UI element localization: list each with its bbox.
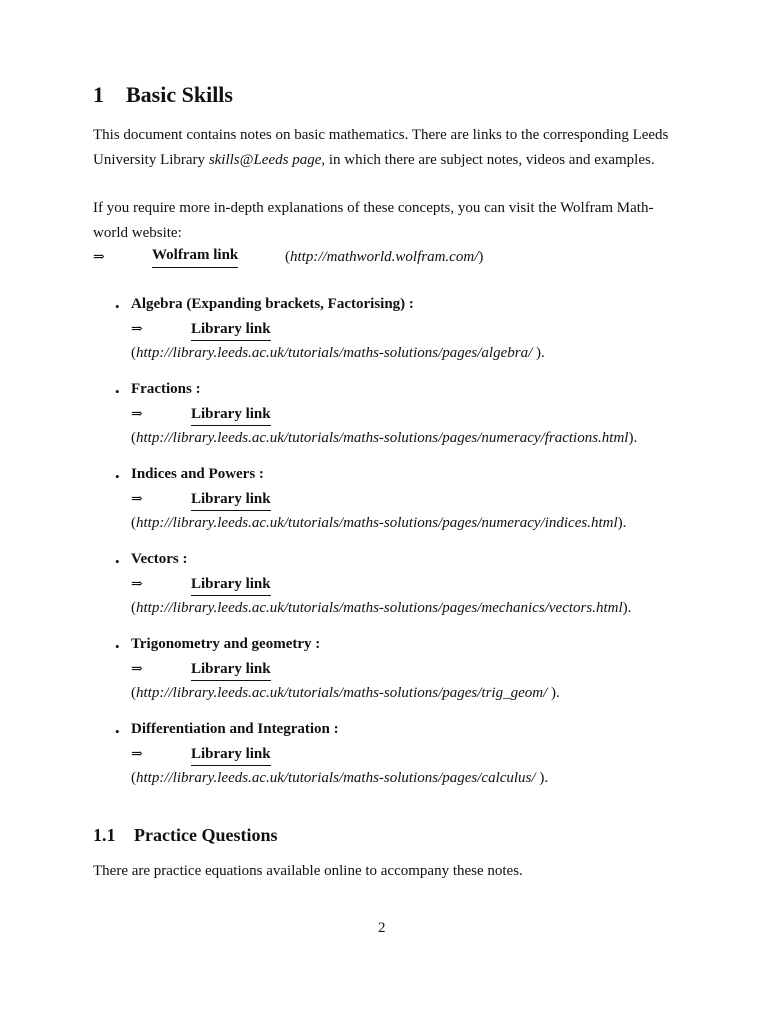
- topic-title: Indices and Powers :: [131, 466, 264, 482]
- practice-text: There are practice equations available online to accompany these notes.: [93, 863, 523, 879]
- library-url-text: http://library.leeds.ac.uk/tutorials/maths-solutions/pages/numeracy/fractions.html: [136, 430, 629, 446]
- intro-line-2-suffix: , in which there are subject notes, videos and examples.: [321, 152, 655, 168]
- topic-title: Fractions :: [131, 381, 201, 397]
- library-link[interactable]: Library link: [191, 491, 271, 511]
- url-paren-close: ).: [617, 515, 627, 531]
- bullet-icon: •: [115, 639, 120, 654]
- wolfram-link[interactable]: Wolfram link: [152, 245, 238, 268]
- url-paren-open: (: [131, 430, 136, 446]
- url-paren-open: (: [285, 249, 290, 265]
- url-paren-close: ).: [535, 770, 549, 786]
- library-url-text: http://library.leeds.ac.uk/tutorials/maths-solutions/pages/trig_geom/: [136, 685, 548, 701]
- url-paren-open: (: [131, 685, 136, 701]
- library-link[interactable]: Library link: [191, 406, 271, 426]
- arrow-icon: ⇒: [131, 321, 143, 337]
- wolfram-paragraph: [93, 196, 653, 246]
- bullet-icon: •: [115, 299, 120, 314]
- bullet-icon: •: [115, 554, 120, 569]
- topic-title: Algebra (Expanding brackets, Factorising) :: [131, 296, 414, 312]
- intro-line-2-prefix: University Library: [93, 152, 209, 168]
- library-url: [131, 600, 631, 617]
- subsection-number: 1.1: [93, 825, 116, 845]
- section-heading: [93, 82, 233, 108]
- page-number: 2: [378, 920, 386, 936]
- wolfram-url-text: http://mathworld.wolfram.com/: [290, 249, 479, 265]
- topic-title: Differentiation and Integration :: [131, 721, 339, 737]
- library-url: [131, 430, 637, 447]
- url-paren-open: (: [131, 770, 136, 786]
- library-link[interactable]: Library link: [191, 746, 271, 766]
- bullet-icon: •: [115, 469, 120, 484]
- arrow-icon: ⇒: [131, 661, 143, 677]
- intro-line-1: This document contains notes on basic mathematics. There are links to the corresponding Leeds: [93, 127, 669, 143]
- wolfram-line-2: world website:: [93, 225, 182, 241]
- library-url: [131, 770, 548, 787]
- library-url-text: http://library.leeds.ac.uk/tutorials/maths-solutions/pages/numeracy/indices.html: [136, 515, 618, 531]
- url-paren-open: (: [131, 515, 136, 531]
- url-paren-close: ): [478, 249, 484, 265]
- url-paren-close: ).: [532, 345, 545, 361]
- topic-title: Vectors :: [131, 551, 188, 567]
- url-paren-close: ).: [622, 600, 632, 616]
- library-url: [131, 685, 560, 702]
- bullet-icon: •: [115, 384, 120, 399]
- arrow-icon: ⇒: [93, 249, 105, 265]
- intro-line-2: [93, 148, 668, 173]
- arrow-icon: ⇒: [131, 406, 143, 422]
- arrow-icon: ⇒: [131, 491, 143, 507]
- url-paren-close: ).: [547, 685, 560, 701]
- bullet-icon: •: [115, 724, 120, 739]
- library-link[interactable]: Library link: [191, 576, 271, 596]
- library-link[interactable]: Library link: [191, 321, 271, 341]
- url-paren-open: (: [131, 345, 136, 361]
- url-paren-close: ).: [628, 430, 638, 446]
- arrow-icon: ⇒: [131, 746, 143, 762]
- topic-title: Trigonometry and geometry :: [131, 636, 321, 652]
- wolfram-url: [285, 245, 483, 270]
- library-url-text: http://library.leeds.ac.uk/tutorials/maths-solutions/pages/algebra/: [136, 345, 533, 361]
- section-number: 1: [93, 82, 104, 107]
- skills-leeds-reference: skills@Leeds page: [208, 152, 322, 168]
- intro-paragraph: [93, 123, 668, 173]
- library-url-text: http://library.leeds.ac.uk/tutorials/maths-solutions/pages/mechanics/vectors.html: [136, 600, 623, 616]
- wolfram-line-1: If you require more in-depth explanations of these concepts, you can visit the Wolfram Math-: [93, 200, 654, 216]
- arrow-icon: ⇒: [131, 576, 143, 592]
- library-url: [131, 515, 626, 532]
- section-title: Basic Skills: [126, 82, 233, 107]
- subsection-heading: [93, 825, 277, 846]
- subsection-title: Practice Questions: [134, 825, 278, 845]
- url-paren-open: (: [131, 600, 136, 616]
- library-url-text: http://library.leeds.ac.uk/tutorials/maths-solutions/pages/calculus/: [136, 770, 536, 786]
- library-url: [131, 345, 545, 362]
- library-link[interactable]: Library link: [191, 661, 271, 681]
